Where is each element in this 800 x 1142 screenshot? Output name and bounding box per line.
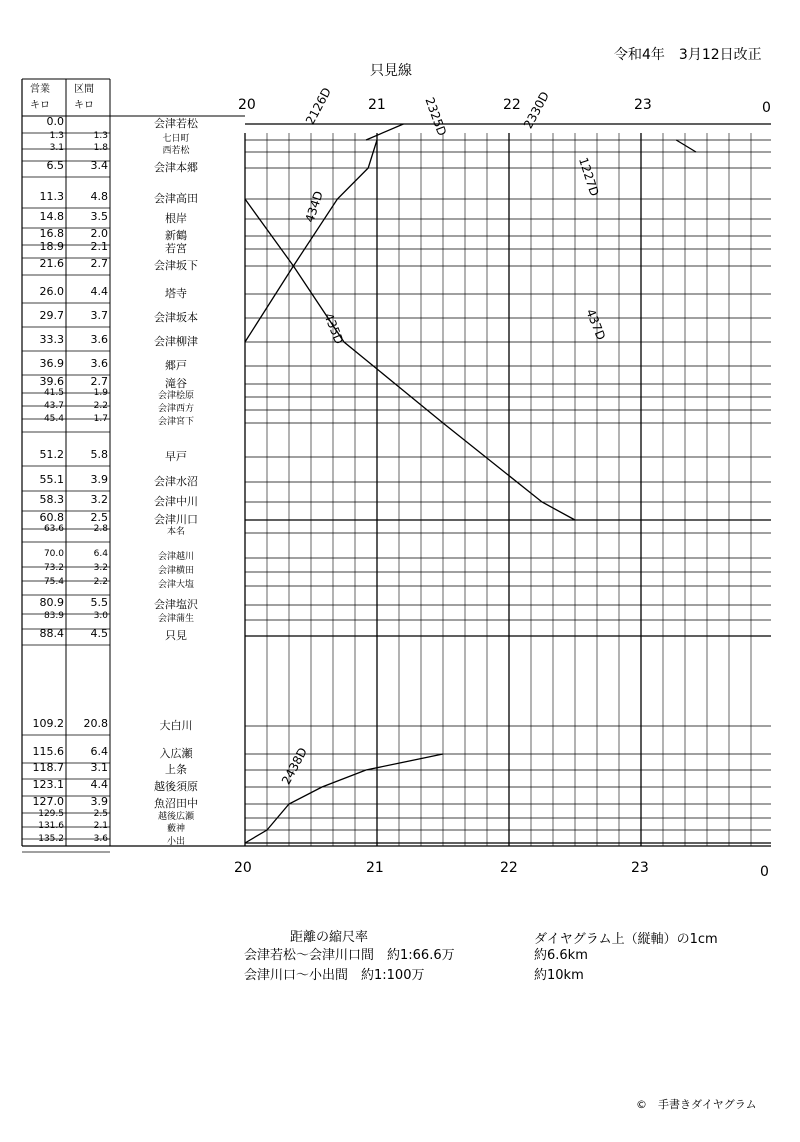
station-interval: 2.7 (90, 375, 108, 388)
station-name: 新鶴 (165, 229, 187, 242)
station-name: 若宮 (165, 242, 187, 255)
station-interval: 5.5 (90, 596, 108, 609)
train-lines (245, 124, 800, 843)
station-interval: 3.6 (93, 834, 108, 844)
station-name: 会津水沼 (154, 475, 198, 488)
station-km: 123.1 (32, 778, 64, 791)
scale-note-line1: 会津若松～会津川口間 約1:66.6万 (244, 948, 455, 963)
line-name: 只見線 (370, 63, 412, 79)
station-interval: 4.5 (90, 627, 108, 640)
station-km: 0.0 (46, 115, 64, 128)
station-km: 3.1 (49, 143, 64, 153)
station-name: 只見 (165, 629, 187, 642)
station-interval: 2.1 (93, 821, 108, 831)
hour-label-bottom-22: 22 (500, 860, 518, 876)
station-km: 18.9 (39, 240, 64, 253)
cumulative-km-header-1: 営業 (30, 84, 50, 95)
station-interval: 4.8 (90, 190, 108, 203)
revision-date: 令和4年 3月12日改正 (614, 47, 762, 63)
station-name: 会津西方 (157, 404, 194, 414)
scale-note-right2: 約10km (534, 968, 584, 983)
station-name: 会津高田 (154, 192, 198, 205)
train-labels (279, 85, 608, 787)
train-number-label: 435D (321, 310, 347, 347)
station-km: 127.0 (32, 795, 64, 808)
station-km: 33.3 (39, 333, 64, 346)
station-name: 塔寺 (165, 287, 187, 300)
train-line-2126D (366, 124, 403, 140)
station-name: 早戸 (165, 450, 187, 463)
station-km: 60.8 (39, 511, 64, 524)
station-name: 西若松 (162, 146, 190, 156)
station-name: 滝谷 (165, 377, 187, 390)
station-interval: 2.5 (93, 809, 108, 819)
station-name: 入広瀬 (159, 747, 193, 760)
station-km: 73.2 (43, 563, 64, 573)
station-km: 26.0 (39, 285, 64, 298)
station-km: 39.6 (39, 375, 64, 388)
station-km: 88.4 (39, 627, 64, 640)
station-name: 会津坂下 (154, 259, 198, 272)
hour-label-top-21: 21 (368, 97, 386, 113)
train-line-2325D (676, 140, 696, 152)
station-interval: 4.4 (90, 778, 108, 791)
station-name: 大白川 (159, 719, 193, 732)
station-km: 80.9 (39, 596, 64, 609)
station-km: 109.2 (32, 717, 64, 730)
station-km: 58.3 (39, 493, 64, 506)
station-name: 根岸 (165, 212, 187, 225)
train-line-435D (245, 199, 575, 520)
station-km: 14.8 (39, 210, 64, 223)
station-km: 115.6 (32, 745, 64, 758)
station-name: 会津蒲生 (157, 614, 194, 624)
station-interval: 6.4 (93, 549, 108, 559)
station-interval: 2.2 (93, 401, 108, 411)
station-name: 会津宮下 (157, 417, 194, 427)
station-name: 会津川口 (154, 513, 198, 526)
hour-label-bottom-21: 21 (366, 860, 384, 876)
station-km: 1.3 (49, 131, 64, 141)
hour-label-top-22: 22 (503, 97, 521, 113)
station-km: 45.4 (43, 414, 64, 424)
station-interval: 3.9 (90, 473, 108, 486)
station-km: 21.6 (39, 257, 64, 270)
station-km: 51.2 (39, 448, 64, 461)
station-name: 会津中川 (154, 495, 198, 508)
station-km: 41.5 (43, 388, 64, 398)
station-name: 会津越川 (157, 552, 194, 562)
station-interval: 3.2 (90, 493, 108, 506)
station-interval: 1.9 (93, 388, 108, 398)
station-name: 会津大塩 (157, 580, 194, 590)
train-number-label: 1227D (576, 155, 602, 198)
station-km: 131.6 (38, 821, 64, 831)
station-interval: 2.7 (90, 257, 108, 270)
interval-km-header-1: 区間 (74, 84, 94, 95)
station-interval: 2.5 (90, 511, 108, 524)
hour-label-top-0: 0 (762, 100, 771, 116)
interval-km-header-2: キロ (74, 100, 94, 111)
station-interval: 3.9 (90, 795, 108, 808)
station-name: 上条 (165, 763, 187, 776)
station-name: 会津若松 (154, 117, 198, 130)
station-km: 43.7 (43, 401, 64, 411)
station-interval: 6.4 (90, 745, 108, 758)
station-interval: 3.0 (93, 611, 108, 621)
station-km: 29.7 (39, 309, 64, 322)
station-interval: 2.1 (90, 240, 108, 253)
station-name: 会津本郷 (154, 161, 198, 174)
station-name: 小出 (166, 837, 185, 847)
station-interval: 2.8 (93, 524, 108, 534)
station-name: 会津塩沢 (154, 598, 198, 611)
credit: © 手書きダイヤグラム (636, 1098, 757, 1111)
station-km: 83.9 (43, 611, 64, 621)
train-number-label: 434D (302, 189, 326, 225)
hour-label-bottom-0: 0 (760, 864, 769, 880)
train-number-label: 2325D (422, 95, 450, 138)
station-km: 55.1 (39, 473, 64, 486)
station-name: 魚沼田中 (154, 797, 198, 810)
station-name: 本名 (166, 527, 185, 537)
hour-label-bottom-20: 20 (234, 860, 252, 876)
station-interval: 3.6 (90, 333, 108, 346)
station-name: 会津柳津 (154, 335, 198, 348)
station-km: 118.7 (32, 761, 64, 774)
station-interval: 1.3 (93, 131, 108, 141)
station-interval: 3.5 (90, 210, 108, 223)
station-km: 16.8 (39, 227, 64, 240)
station-name: 越後広瀬 (157, 812, 194, 822)
scale-note-title: 距離の縮尺率 (290, 930, 369, 945)
station-km: 75.4 (43, 577, 64, 587)
station-name: 郷戸 (165, 359, 187, 372)
scale-note-right-title: ダイヤグラム上（縦軸）の1cm (534, 932, 718, 947)
station-km: 36.9 (39, 357, 64, 370)
station-name: 七日町 (162, 134, 190, 144)
station-interval: 5.8 (90, 448, 108, 461)
station-interval: 3.7 (90, 309, 108, 322)
station-interval: 2.2 (93, 577, 108, 587)
train-number-label: 2438D (278, 745, 310, 787)
station-interval: 4.4 (90, 285, 108, 298)
station-km: 135.2 (38, 834, 64, 844)
hour-label-top-20: 20 (238, 97, 256, 113)
station-interval: 3.4 (90, 159, 108, 172)
train-number-label: 2126D (302, 85, 334, 127)
station-interval: 3.1 (90, 761, 108, 774)
station-interval: 20.8 (83, 717, 108, 730)
hour-label-bottom-23: 23 (631, 860, 649, 876)
station-km: 63.6 (43, 524, 64, 534)
station-name: 越後須原 (154, 780, 198, 793)
cumulative-km-header-2: キロ (30, 100, 50, 111)
station-name: 会津坂本 (154, 311, 198, 324)
station-interval: 1.8 (93, 143, 108, 153)
station-interval: 1.7 (93, 414, 108, 424)
station-km: 6.5 (46, 159, 64, 172)
train-number-label: 2330D (520, 89, 552, 131)
station-name: 会津桧原 (157, 391, 194, 401)
train-number-label: 437D (583, 306, 609, 343)
hour-label-top-23: 23 (634, 97, 652, 113)
scale-note-right1: 約6.6km (534, 948, 588, 963)
station-km: 11.3 (39, 190, 64, 203)
station-km: 129.5 (38, 809, 64, 819)
station-name: 会津横田 (157, 566, 194, 576)
station-interval: 3.2 (93, 563, 108, 573)
station-interval: 3.6 (90, 357, 108, 370)
scale-note-line2: 会津川口～小出間 約1:100万 (244, 968, 425, 983)
station-interval: 2.0 (90, 227, 108, 240)
station-name: 藪神 (166, 824, 185, 834)
station-km: 70.0 (43, 549, 64, 559)
